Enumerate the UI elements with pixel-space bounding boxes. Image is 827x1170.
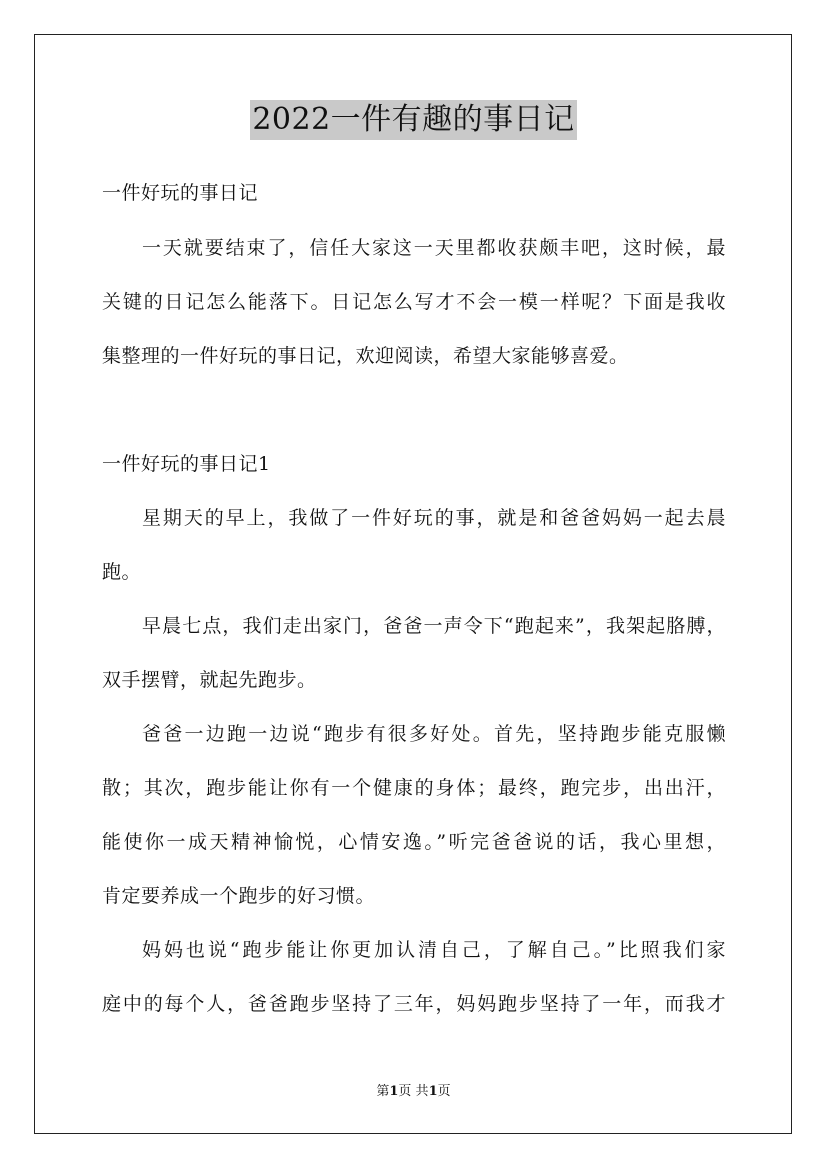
body-line: 星期天的早上，我做了一件好玩的事，就是和爸爸妈妈一起去晨: [142, 507, 726, 529]
body-line: 庭中的每个人，爸爸跑步坚持了三年，妈妈跑步坚持了一年，而我才: [102, 993, 726, 1015]
footer-page-current: 1: [389, 1084, 399, 1099]
body-line: 跑。: [102, 561, 142, 583]
intro-line: 关键的日记怎么能落下。日记怎么写才不会一模一样呢？下面是我收: [102, 291, 726, 313]
footer-page-mid: 页 共: [398, 1084, 429, 1099]
intro-line: 一天就要结束了，信任大家这一天里都收获颇丰吧，这时候，最: [142, 237, 726, 259]
body-line: 妈妈也说“跑步能让你更加认清自己，了解自己。”比照我们家: [142, 939, 726, 961]
page-footer: [0, 1083, 827, 1101]
document-subtitle: 一件好玩的事日记: [102, 182, 259, 204]
body-line: 早晨七点，我们走出家门，爸爸一声令下“跑起来”，我架起胳膊，: [142, 615, 726, 637]
document-title: 2022一件有趣的事日记: [250, 100, 576, 140]
body-line: 爸爸一边跑一边说“跑步有很多好处。首先，坚持跑步能克服懒: [142, 723, 726, 745]
footer-page-total: 1: [428, 1084, 438, 1099]
body-line: 肯定要养成一个跑步的好习惯。: [102, 885, 376, 907]
body-line: 能使你一成天精神愉悦，心情安逸。”听完爸爸说的话，我心里想，: [102, 831, 726, 853]
footer-page-suffix: 页: [437, 1084, 451, 1099]
intro-line: 集整理的一件好玩的事日记，欢迎阅读，希望大家能够喜爱。: [102, 345, 629, 367]
footer-page-prefix: 第: [376, 1084, 390, 1099]
body-line: 散；其次，跑步能让你有一个健康的身体；最终，跑完步，出出汗，: [102, 777, 726, 799]
body-line: 双手摆臂，就起先跑步。: [102, 669, 317, 691]
title-container: [0, 100, 827, 140]
section-heading: 一件好玩的事日记1: [102, 453, 271, 475]
